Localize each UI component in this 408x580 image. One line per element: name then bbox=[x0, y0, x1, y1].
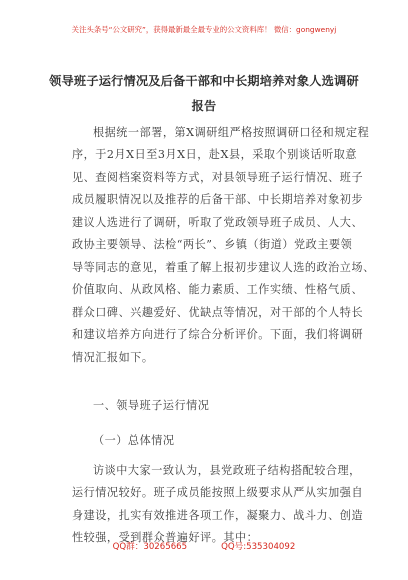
subsection-heading-1: （一）总体情况 bbox=[93, 434, 175, 447]
paragraph-2-line-2: 运行情况较好。班子成员能按照上级要求从严从实加强自 bbox=[72, 486, 364, 499]
paragraph-1-line-11: 情况汇报如下。 bbox=[72, 351, 154, 364]
top-banner: 关注头条号“公文研究”，获得最新最全最专业的公文资料库！ 微信：gongwenyj bbox=[71, 25, 337, 34]
paragraph-1-line-6: 政协主要领导、法检“两长”、乡镇（街道）党政主要领 bbox=[72, 238, 353, 251]
footer-qq-group: QQ群：30265665 bbox=[112, 542, 188, 552]
document-title-line-1: 领导班子运行情况及后备干部和中长期培养对象人选调研 bbox=[49, 74, 359, 88]
footer-contact bbox=[0, 540, 408, 552]
footer-qq-number: QQ号:535304092 bbox=[221, 542, 296, 552]
paragraph-1-line-1: 根据统一部署，第X调研组严格按照调研口径和规定程 bbox=[93, 126, 370, 139]
paragraph-1-line-8: 价值取向、从政风格、能力素质、工作实绩、性格气质、 bbox=[72, 283, 364, 296]
paragraph-2-line-3: 身建设，扎实有效推进各项工作，凝聚力、战斗力、创造 bbox=[72, 509, 364, 522]
paragraph-2-line-4: 性较强，受到群众普遍好评。其中： bbox=[72, 531, 259, 544]
document-title-line-2: 报告 bbox=[191, 99, 217, 113]
paragraph-1-line-2: 序，于2月X日至3月X日，赴X县，采取个别谈话听取意 bbox=[72, 148, 358, 161]
paragraph-1-line-7: 导等同志的意见，着重了解上报初步建议人选的政治立场、 bbox=[72, 261, 375, 274]
paragraph-1-line-4: 成员履职情况以及推荐的后备干部、中长期培养对象初步 bbox=[72, 193, 364, 206]
paragraph-1-line-5: 建议人选进行了调研，听取了党政领导班子成员、人大、 bbox=[72, 216, 364, 229]
paragraph-2-line-1: 访谈中大家一致认为，县党政班子结构搭配较合理， bbox=[93, 464, 361, 477]
paragraph-1-line-9: 群众口碑、兴趣爱好、优缺点等情况，对干部的个人特长 bbox=[72, 306, 364, 319]
section-heading-1: 一、领导班子运行情况 bbox=[93, 399, 210, 412]
paragraph-1-line-10: 和建议培养方向进行了综合分析评价。下面，我们将调研 bbox=[72, 328, 364, 341]
paragraph-1-line-3: 见、查阅档案资料等方式，对县领导班子运行情况、班子 bbox=[72, 171, 364, 184]
